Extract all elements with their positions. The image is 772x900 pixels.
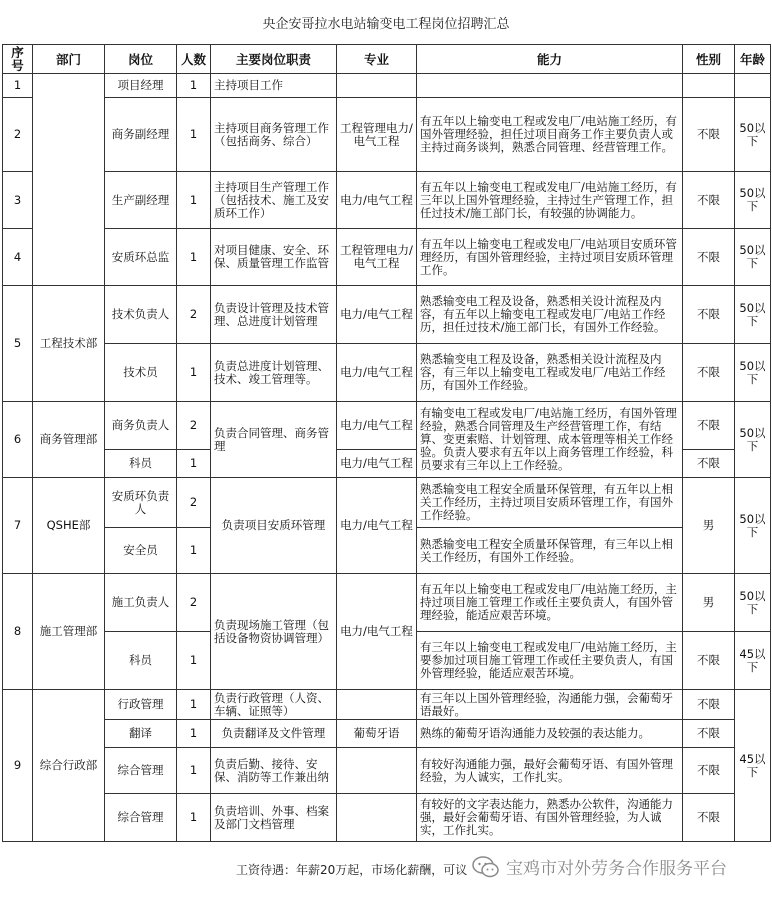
cell-position: 安全员 — [105, 528, 177, 574]
cell-age: 50以下 — [735, 574, 771, 632]
footer — [0, 842, 772, 898]
cell-age: 50以下 — [735, 172, 771, 229]
table-row — [3, 690, 771, 720]
cell-count: 1 — [177, 632, 211, 690]
cell-major — [337, 794, 417, 842]
cell-position: 安质环负责人 — [105, 478, 177, 528]
cell-duty: 负责后勤、接待、安保、消防等工作兼出纳 — [211, 748, 337, 794]
table-row — [3, 748, 771, 794]
cell-count: 1 — [177, 720, 211, 748]
cell-seq: 8 — [3, 574, 33, 690]
cell-ability: 有五年以上输变电工程或发电厂/电站施工经历，有国外管理经验，担任过项目商务工作主要负责人或主持过商务谈判，熟悉合同管理、经营管理工作。 — [417, 98, 683, 172]
cell-position: 综合管理 — [105, 748, 177, 794]
watermark-text: 宝鸡市对外劳务合作服务平台 — [506, 859, 727, 879]
page-title: 央企安哥拉水电站输变电工程岗位招聘汇总 — [262, 16, 510, 32]
cell-gender: 不限 — [683, 229, 735, 286]
cell-count: 1 — [177, 344, 211, 402]
table-row — [3, 229, 771, 286]
cell-duty: 主持项目生产管理工作（包括技术、施工及安质环工作） — [211, 172, 337, 229]
cell-seq: 6 — [3, 402, 33, 478]
cell-position: 科员 — [105, 632, 177, 690]
cell-count: 1 — [177, 690, 211, 720]
cell-dept: 施工管理部 — [33, 574, 105, 690]
cell-gender: 不限 — [683, 344, 735, 402]
cell-major: 电力/电气工程 — [337, 344, 417, 402]
cell-count: 1 — [177, 172, 211, 229]
cell-ability: 熟悉输变电工程及设备，熟悉相关设计流程及内容，有五年以上输变电工程或发电厂/电站工作经历，担任过技术/施工部门长，有国外工作经验。 — [417, 286, 683, 344]
cell-gender: 不限 — [683, 98, 735, 172]
cell-gender: 不限 — [683, 720, 735, 748]
cell-dept: QSHE部 — [33, 478, 105, 574]
cell-gender: 男 — [683, 574, 735, 632]
cell-position: 项目经理 — [105, 74, 177, 98]
cell-seq: 7 — [3, 478, 33, 574]
cell-gender: 不限 — [683, 402, 735, 450]
cell-gender: 不限 — [683, 794, 735, 842]
salary-text: 工资待遇：年薪20万起，市场化薪酬，可议 — [236, 863, 468, 877]
cell-major: 电力/电气工程 — [337, 478, 417, 574]
cell-gender: 不限 — [683, 172, 735, 229]
cell-seq: 3 — [3, 172, 33, 229]
cell-major: 工程管理电力/电气工程 — [337, 98, 417, 172]
cell-duty: 负责项目安质环管理 — [211, 478, 337, 574]
header-count: 人数 — [177, 45, 211, 74]
table-row — [3, 74, 771, 98]
cell-age: 50以下 — [735, 478, 771, 574]
cell-position: 技术员 — [105, 344, 177, 402]
header-gender: 性别 — [683, 45, 735, 74]
cell-seq: 2 — [3, 98, 33, 172]
table-row — [3, 478, 771, 528]
cell-gender: 不限 — [683, 286, 735, 344]
cell-duty: 负责培训、外事、档案及部门文档管理 — [211, 794, 337, 842]
cell-dept: 综合行政部 — [33, 690, 105, 842]
cell-ability: 有三年以上国外管理经验，沟通能力强，会葡萄牙语最好。 — [417, 690, 683, 720]
cell-age: 50以下 — [735, 402, 771, 478]
table-row — [3, 344, 771, 402]
cell-ability: 有较好的文字表达能力，熟悉办公软件，沟通能力强，最好会葡萄牙语、有国外管理经验，为人诚实，工作扎实。 — [417, 794, 683, 842]
cell-age — [735, 74, 771, 98]
cell-seq: 4 — [3, 229, 33, 286]
header-row — [3, 45, 771, 74]
table-row — [3, 402, 771, 450]
cell-ability: 有较好沟通能力强，最好会葡萄牙语、有国外管理经验，为人诚实，工作扎实。 — [417, 748, 683, 794]
cell-gender: 不限 — [683, 632, 735, 690]
cell-duty: 主持项目商务管理工作（包括商务、综合） — [211, 98, 337, 172]
header-ability: 能力 — [417, 45, 683, 74]
cell-gender: 不限 — [683, 690, 735, 720]
cell-duty: 负责设计管理及技术管理、总进度计划管理 — [211, 286, 337, 344]
header-seq: 序号 — [3, 45, 33, 74]
cell-position: 科员 — [105, 450, 177, 478]
cell-position: 技术负责人 — [105, 286, 177, 344]
cell-count: 1 — [177, 74, 211, 98]
cell-ability: 熟悉输变电工程及设备，熟悉相关设计流程及内容，有三年以上输变电工程或发电厂/电站工作经历，有国外工作经验。 — [417, 344, 683, 402]
cell-count: 1 — [177, 98, 211, 172]
cell-position: 综合管理 — [105, 794, 177, 842]
cell-ability: 有五年以上输变电工程或发电厂/电站施工经历，有三年以上国外管理经验，主持过生产管理工作，担任过技术/施工部门长，有较强的协调能力。 — [417, 172, 683, 229]
cell-ability: 熟悉输变电工程安全质量环保管理，有三年以上相关工作经历，有国外工作经验。 — [417, 528, 683, 574]
table-row — [3, 720, 771, 748]
cell-ability — [417, 74, 683, 98]
cell-count: 2 — [177, 574, 211, 632]
header-duty: 主要岗位职责 — [211, 45, 337, 74]
cell-major: 电力/电气工程 — [337, 574, 417, 690]
cell-major: 葡萄牙语 — [337, 720, 417, 748]
cell-count: 1 — [177, 229, 211, 286]
cell-count: 1 — [177, 748, 211, 794]
watermark — [472, 854, 727, 879]
cell-position: 商务负责人 — [105, 402, 177, 450]
cell-gender — [683, 74, 735, 98]
table-row — [3, 574, 771, 632]
cell-position: 商务副经理 — [105, 98, 177, 172]
cell-position: 生产副经理 — [105, 172, 177, 229]
cell-age: 45以下 — [735, 632, 771, 690]
cell-major — [337, 74, 417, 98]
cell-duty: 负责翻译及文件管理 — [211, 720, 337, 748]
cell-duty: 主持项目工作 — [211, 74, 337, 98]
cell-gender: 不限 — [683, 748, 735, 794]
table-row — [3, 172, 771, 229]
table-row — [3, 794, 771, 842]
recruitment-table — [2, 44, 771, 842]
cell-major: 电力/电气工程 — [337, 286, 417, 344]
cell-dept: 商务管理部 — [33, 402, 105, 478]
cell-duty: 对项目健康、安全、环保、质量管理工作监管 — [211, 229, 337, 286]
cell-count: 2 — [177, 402, 211, 450]
cell-major: 电力/电气工程 — [337, 402, 417, 450]
cell-duty: 负责现场施工管理（包括设备物资协调管理） — [211, 574, 337, 690]
cell-age: 50以下 — [735, 344, 771, 402]
header-major: 专业 — [337, 45, 417, 74]
cell-position: 安质环总监 — [105, 229, 177, 286]
cell-ability: 有输变电工程或发电厂/电站施工经历，有国外管理经验，熟悉合同管理及生产经营管理工作，有结算、变更索赔、计划管理、成本管理等相关工作经验。负责人要求有五年以上商务管理工作经验，科员要求有三年以上工作经验。 — [417, 402, 683, 478]
cell-position: 翻译 — [105, 720, 177, 748]
wechat-icon — [472, 856, 500, 878]
cell-major — [337, 690, 417, 720]
table-row — [3, 286, 771, 344]
cell-gender: 男 — [683, 478, 735, 574]
cell-gender: 不限 — [683, 450, 735, 478]
cell-seq: 5 — [3, 286, 33, 402]
cell-ability: 有三年以上输变电工程或发电厂/电站施工经历，主要参加过项目施工管理工作或任主要负责人，有国外管理经验，能适应艰苦环境。 — [417, 632, 683, 690]
cell-ability: 有五年以上输变电工程或发电厂/电站施工经历，主持过项目施工管理工作或任主要负责人，有国外管理经验，能适应艰苦环境。 — [417, 574, 683, 632]
header-dept: 部门 — [33, 45, 105, 74]
cell-seq: 9 — [3, 690, 33, 842]
cell-ability: 熟练的葡萄牙语沟通能力及较强的表达能力。 — [417, 720, 683, 748]
cell-position: 施工负责人 — [105, 574, 177, 632]
cell-age: 50以下 — [735, 229, 771, 286]
cell-major: 电力/电气工程 — [337, 172, 417, 229]
cell-duty: 负责行政管理（人资、车辆、证照等） — [211, 690, 337, 720]
cell-major: 电力/电气工程 — [337, 450, 417, 478]
cell-age: 45以下 — [735, 690, 771, 842]
cell-duty: 负责合同管理、商务管理 — [211, 402, 337, 478]
cell-ability: 熟悉输变电工程安全质量环保管理，有五年以上相关工作经历，主持过项目安质环管理工作，有国外工作经验。 — [417, 478, 683, 528]
cell-major: 工程管理电力/电气工程 — [337, 229, 417, 286]
cell-count: 1 — [177, 528, 211, 574]
header-position: 岗位 — [105, 45, 177, 74]
cell-age: 50以下 — [735, 98, 771, 172]
cell-duty: 负责总进度计划管理、技术、竣工管理等。 — [211, 344, 337, 402]
cell-count: 2 — [177, 286, 211, 344]
cell-count: 1 — [177, 450, 211, 478]
table-row — [3, 98, 771, 172]
cell-major — [337, 748, 417, 794]
cell-dept — [33, 74, 105, 286]
cell-ability: 有五年以上输变电工程或发电厂/电站项目安质环管理经历，有国外管理经验，主持过项目安质环管理工作。 — [417, 229, 683, 286]
cell-position: 行政管理 — [105, 690, 177, 720]
cell-count: 2 — [177, 478, 211, 528]
header-age: 年龄 — [735, 45, 771, 74]
cell-seq: 1 — [3, 74, 33, 98]
cell-age: 50以下 — [735, 286, 771, 344]
cell-dept: 工程技术部 — [33, 286, 105, 402]
cell-count: 1 — [177, 794, 211, 842]
